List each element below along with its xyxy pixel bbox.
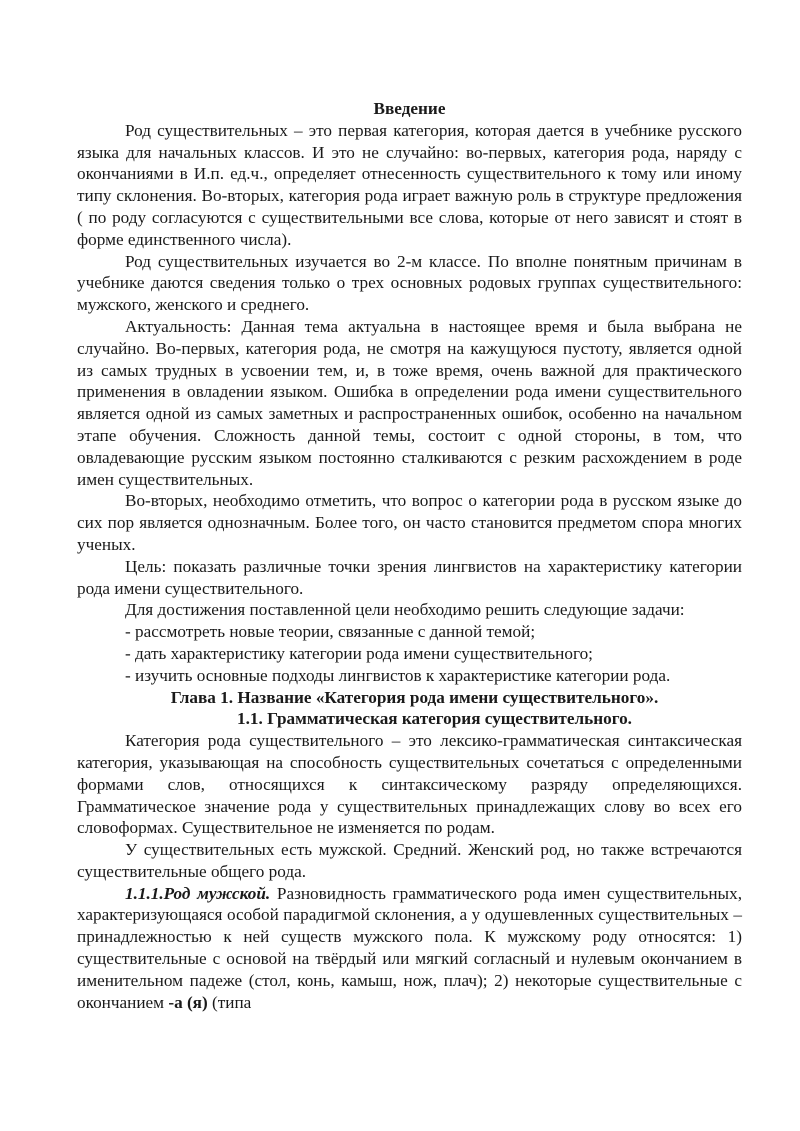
subsection-bold-ending: -а (я) <box>168 992 208 1012</box>
intro-paragraph-tasks-lead: Для достижения поставленной цели необходимо решить следующие задачи: <box>125 600 685 620</box>
intro-paragraph-secondly: Во-вторых, необходимо отметить, что вопрос о категории рода в русском языке до сих пор является однозначным. Более того, он часто становится предметом спора многих ученых. <box>77 491 742 554</box>
subsection-text-tail: (типа <box>207 992 252 1012</box>
subsection-paragraph-masculine <box>77 883 742 1014</box>
intro-paragraph-2: Род существительных изучается во 2-м классе. По вполне понятным причинам в учебнике даются сведения только о трех основных родовых группах существительного: мужского, женского и среднего. <box>77 251 742 315</box>
task-item: - дать характеристику категории рода имени существительного; <box>125 643 593 663</box>
section-heading: 1.1. Грамматическая категория существительного. <box>237 709 632 729</box>
subsection-text: Разновидность грамматического рода имен существительных, характеризующаяся особой парадигмой склонения, а у одушевленных существительных – принадлежностью к ней существ мужского пола. К мужскому роду относятся: 1) существительные с основой на твёрдый или мягкий согласный и нулевым окончанием в именительном падеже (стол, конь, камыш, нож, плач); 2) некоторые существительные с окончанием <box>77 883 742 1012</box>
intro-paragraph-relevance: Актуальность: Данная тема актуальна в настоящее время и была выбрана не случайно. Во-первых, категория рода, не смотря на кажущуюся пустоту, является одной из самых трудных в усвоении тем, и, в тоже время, очень важной для практического применения в овладении языком. Ошибка в определении рода имени существительного является одной из самых заметных и распространенных ошибок, особенно на начальном этапе обучения. Сложность данной темы, состоит с одной стороны, в том, что овладевающие русским языком постоянно сталкиваются с резким расхождением в роде имен существительных. <box>77 316 742 489</box>
document-page <box>77 98 742 1013</box>
intro-paragraph-goal: Цель: показать различные точки зрения лингвистов на характеристику категории рода имени существительного. <box>77 556 742 598</box>
task-item: - рассмотреть новые теории, связанные с данной темой; <box>125 622 536 642</box>
subsection-label: 1.1.1.Род мужской. <box>125 883 271 903</box>
chapter-heading: Глава 1. Название «Категория рода имени существительного». <box>170 687 659 707</box>
section-paragraph-genders: У существительных есть мужской. Средний. Женский род, но также встречаются существительные общего рода. <box>77 840 742 881</box>
intro-heading: Введение <box>373 99 446 118</box>
task-item: - изучить основные подходы лингвистов к характеристике категории рода. <box>125 665 671 685</box>
section-paragraph-definition: Категория рода существительного – это лексико-грамматическая синтаксическая категория, указывающая на способность существительных сочетаться с определенными формами слов, относящихся к синтаксическому разряду определяющихся. Грамматическое значение рода у существительных принадлежащих слову во всех его словоформах. Существительное не изменяется по родам. <box>77 731 742 838</box>
intro-paragraph-1: Род существительных – это первая категория, которая дается в учебнике русского языка для начальных классов. И это не случайно: во-первых, категория рода, наряду с окончаниями в И.п. ед.ч., определяет отнесенность существительного к тому или иному типу склонения. Во-вторых, категория рода играет важную роль в структуре предложения ( по роду согласуются с существительными все слова, которые от него зависят и стоят в форме единственного числа). <box>77 120 742 249</box>
